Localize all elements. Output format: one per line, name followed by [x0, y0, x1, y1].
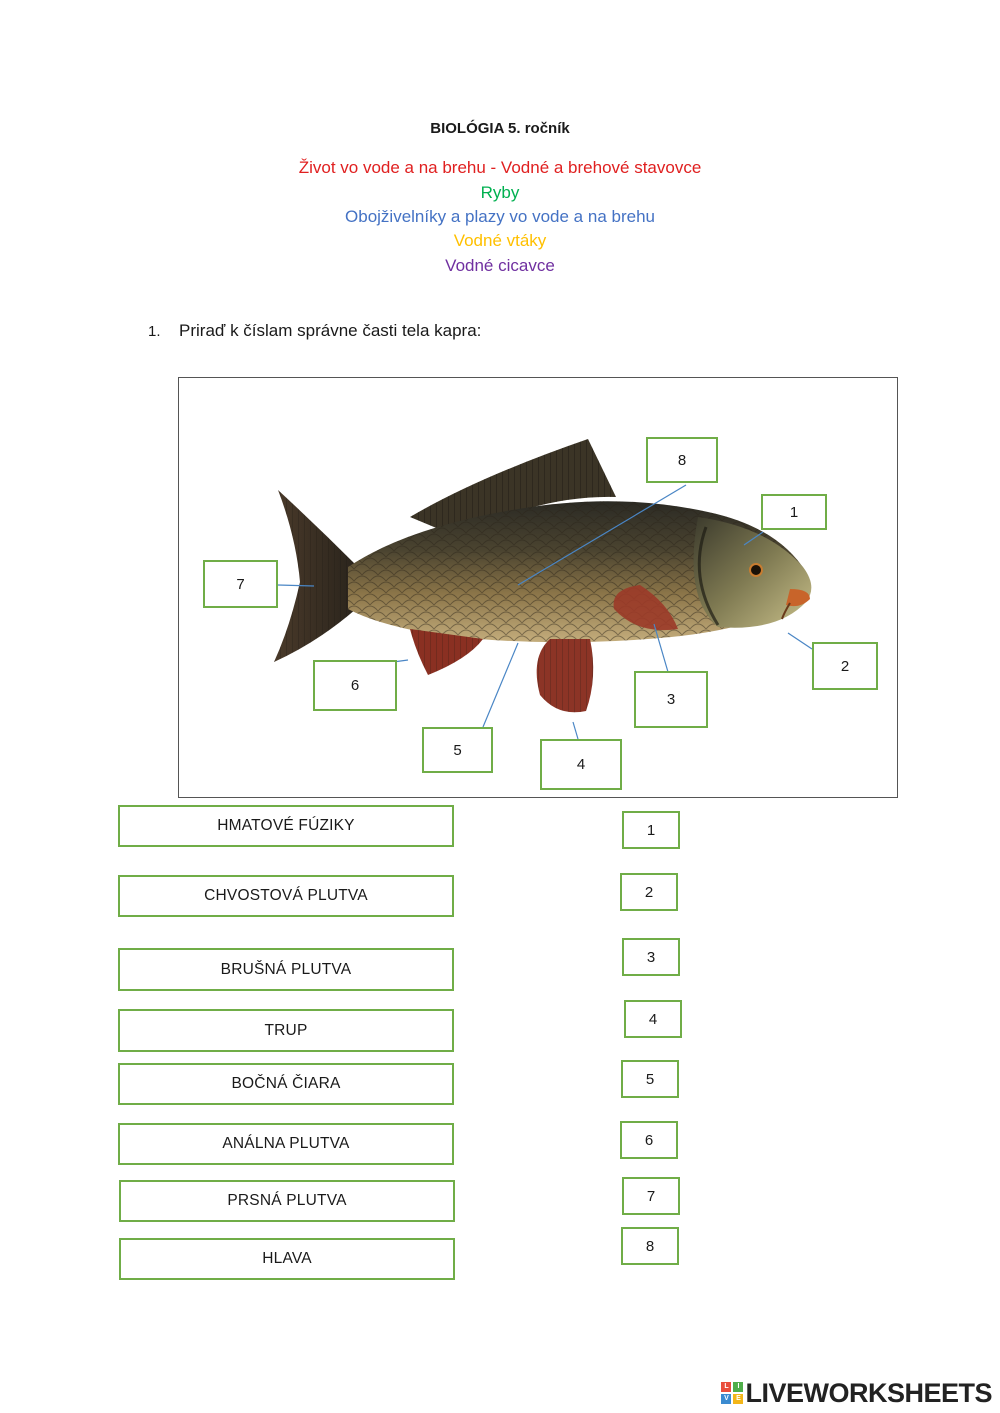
logo-tile-i: I — [733, 1382, 743, 1392]
subtitle-mammals: Vodné cicavce — [445, 256, 555, 275]
question-text: Priraď k číslam správne časti tela kapra: — [179, 321, 482, 340]
label-trup[interactable]: TRUP — [118, 1009, 454, 1052]
logo-tile-v: V — [721, 1394, 731, 1404]
answer-slot-5[interactable]: 5 — [621, 1060, 679, 1098]
logo-wordmark: LIVEWORKSHEETS — [745, 1377, 992, 1408]
label-analna-plutva[interactable]: ANÁLNA PLUTVA — [118, 1123, 454, 1165]
subtitle-fish: Ryby — [480, 183, 520, 202]
callout-box-4: 4 — [540, 739, 622, 790]
label-chvostova-plutva[interactable]: CHVOSTOVÁ PLUTVA — [118, 875, 454, 917]
label-bocna-ciara[interactable]: BOČNÁ ČIARA — [118, 1063, 454, 1105]
subtitle-birds: Vodné vtáky — [453, 231, 547, 250]
label-hlava[interactable]: HLAVA — [119, 1238, 455, 1280]
worksheet-title: BIOLÓGIA 5. ročník — [430, 120, 570, 137]
callout-box-1: 1 — [761, 494, 827, 530]
logo-tile-e: E — [733, 1394, 743, 1404]
callout-box-7: 7 — [203, 560, 278, 608]
carp-eye — [750, 564, 762, 576]
answer-slot-8[interactable]: 8 — [621, 1227, 679, 1265]
callout-box-3: 3 — [634, 671, 708, 728]
answer-slot-6[interactable]: 6 — [620, 1121, 678, 1159]
label-hmatove-fuziky[interactable]: HMATOVÉ FÚZIKY — [118, 805, 454, 847]
answer-slot-1[interactable]: 1 — [622, 811, 680, 849]
carp-illustration — [178, 377, 898, 798]
subtitle-topic: Život vo vode a na brehu - Vodné a brehové stavovce — [298, 158, 702, 177]
liveworksheets-logo — [721, 1377, 992, 1409]
callout-box-5: 5 — [422, 727, 493, 773]
label-brusna-plutva[interactable]: BRUŠNÁ PLUTVA — [118, 948, 454, 991]
label-prsna-plutva[interactable]: PRSNÁ PLUTVA — [119, 1180, 455, 1222]
callout-box-6: 6 — [313, 660, 397, 711]
callout-box-2: 2 — [812, 642, 878, 690]
answer-slot-2[interactable]: 2 — [620, 873, 678, 911]
callout-box-8: 8 — [646, 437, 718, 483]
question-prompt — [148, 321, 481, 341]
logo-tile-l: L — [721, 1382, 731, 1392]
answer-slot-4[interactable]: 4 — [624, 1000, 682, 1038]
answer-slot-7[interactable]: 7 — [622, 1177, 680, 1215]
subtitle-amphibians: Obojživelníky a plazy vo vode a na brehu — [345, 207, 655, 226]
logo-tiles — [721, 1382, 743, 1404]
answer-slot-3[interactable]: 3 — [622, 938, 680, 976]
question-number: 1. — [148, 323, 161, 340]
